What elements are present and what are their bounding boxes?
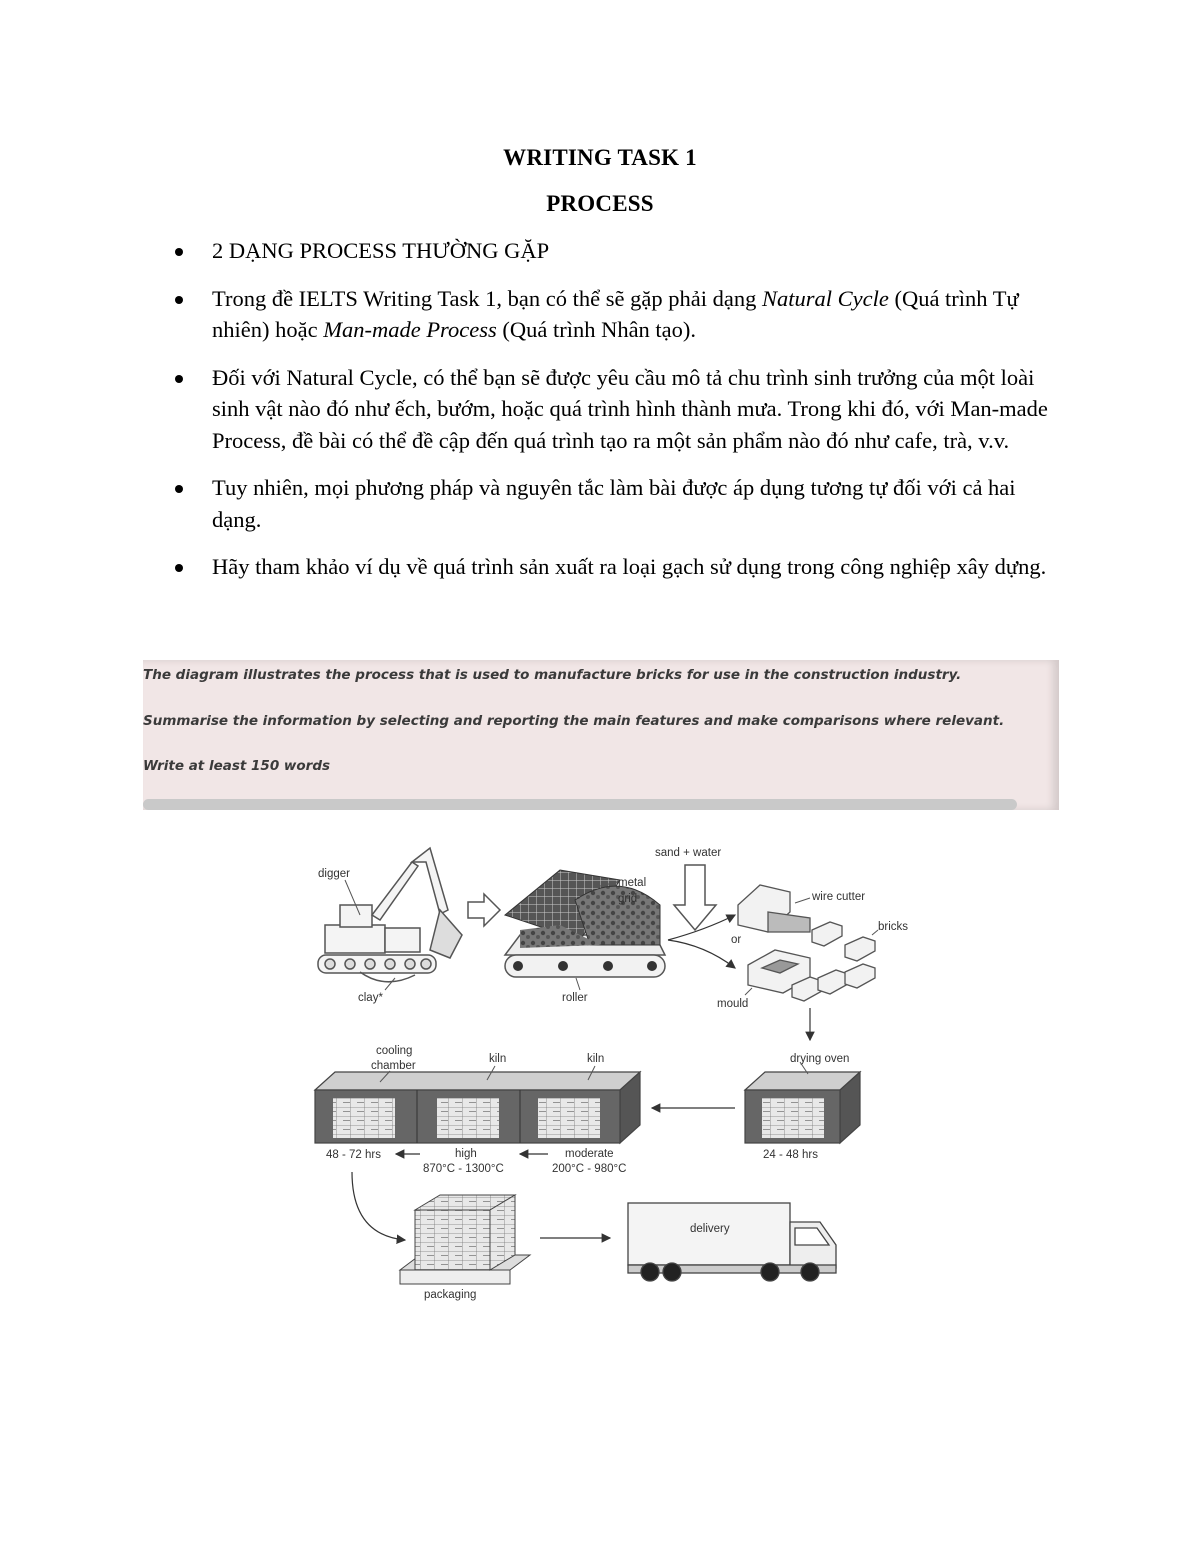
- roller-pointer: [576, 978, 580, 990]
- label-kiln-high: kiln: [489, 1053, 507, 1065]
- label-moderate: moderate: [565, 1148, 614, 1160]
- label-kiln-moderate: kiln: [587, 1053, 605, 1065]
- label-48-72-hrs: 48 - 72 hrs: [326, 1149, 381, 1161]
- page-subtitle: PROCESS: [546, 191, 654, 216]
- label-clay: clay*: [358, 992, 383, 1004]
- label-or: or: [731, 934, 742, 946]
- label-24-48-hrs: 24 - 48 hrs: [763, 1149, 818, 1161]
- label-sand-water: sand + water: [655, 847, 722, 859]
- arrow-to-packaging: [352, 1172, 405, 1240]
- label-delivery: delivery: [690, 1223, 730, 1235]
- label-cooling: cooling: [376, 1045, 413, 1057]
- label-drying-oven: drying oven: [790, 1053, 850, 1065]
- label-high-temp: 870°C - 1300°C: [423, 1163, 504, 1175]
- list-item: Hãy tham khảo ví dụ về quá trình sản xuất ra loại gạch sử dụng trong công nghiệp xây dựng.: [170, 551, 1060, 583]
- label-mould: mould: [717, 998, 749, 1010]
- kiln-and-cooling-chamber-illustration: [315, 1072, 640, 1143]
- label-chamber: chamber: [371, 1060, 416, 1072]
- label-digger: digger: [318, 868, 350, 880]
- sand-water-arrow-icon: [674, 865, 716, 930]
- label-metal: metal: [618, 877, 647, 889]
- list-item: 2 DẠNG PROCESS THƯỜNG GẶP: [170, 235, 1060, 267]
- page-title: WRITING TASK 1: [503, 145, 697, 170]
- label-packaging: packaging: [424, 1289, 477, 1301]
- label-high: high: [455, 1148, 477, 1160]
- drying-oven-illustration: [745, 1072, 860, 1143]
- wire-cutter-pointer: [795, 898, 810, 903]
- label-wire-cutter: wire cutter: [812, 891, 866, 903]
- arrow-to-mould: [668, 940, 735, 968]
- label-roller: roller: [562, 992, 588, 1004]
- prompt-line-1: The diagram illustrates the process that is used to manufacture bricks for use in the construction industry.: [143, 667, 962, 683]
- delivery-truck-illustration: [628, 1203, 836, 1281]
- label-bricks: bricks: [878, 921, 909, 933]
- prompt-line-3: Write at least 150 words: [143, 758, 331, 774]
- label-moderate-temp: 200°C - 980°C: [552, 1163, 627, 1175]
- label-grid: grid: [618, 893, 638, 905]
- clay-pointer: [385, 978, 395, 990]
- list-item: Tuy nhiên, mọi phương pháp và nguyên tắc làm bài được áp dụng tương tự đối với cả hai dạng.: [170, 472, 1060, 535]
- list-item: Trong đề IELTS Writing Task 1, bạn có thể sẽ gặp phải dạng Natural Cycle (Quá trình Tự nhiên) hoặc Man-made Process (Quá trình Nhân tạo).: [170, 283, 1060, 346]
- packaging-illustration: [400, 1195, 530, 1284]
- arrow-icon: [468, 894, 500, 926]
- prompt-line-2: Summarise the information by selecting and reporting the main features and make comparisons where relevant.: [143, 713, 1005, 729]
- mould-pointer: [745, 988, 752, 995]
- list-item: Đối với Natural Cycle, có thể bạn sẽ được yêu cầu mô tả chu trình sinh trưởng của một loài sinh vật nào đó như ếch, bướm, hoặc quá trình hình thành mưa. Trong khi đó, với Man-made Process, đề bài có thể đề cập đến quá trình tạo ra một sản phẩm nào đó như cafe, trà, v.v.: [170, 362, 1060, 457]
